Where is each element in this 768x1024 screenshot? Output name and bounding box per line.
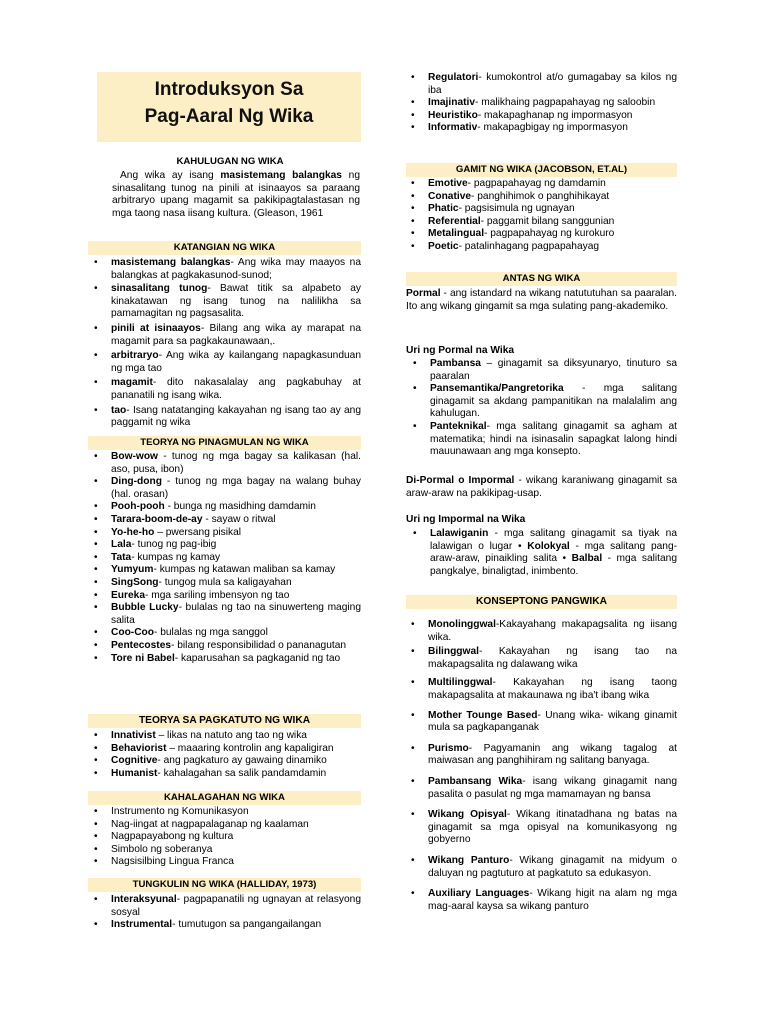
list-item: • masistemang balangkas- Ang wika may maayos na balangkas at pagkakasunod-sunod; [91, 257, 361, 282]
list-item: • Phatic- pagsisimula ng ugnayan [408, 203, 677, 216]
list-item: • Pambansa – ginagamit sa diksyunaryo, tinuturo sa paaralan [410, 358, 677, 383]
konsepto-list [408, 619, 677, 913]
heading-pinagmulan: TEORYA NG PINAGMULAN NG WIKA [88, 436, 361, 450]
tungkulin-list-right [408, 72, 677, 135]
heading-kahulugan: KAHULUGAN NG WIKA [176, 156, 284, 167]
kahulugan-paragraph: Ang wika ay isang masistemang balangkas ng sinasalitang tunog na pinili at isinaayos sa paraang arbitraryo upang magamit sa pakikipagtalastasan ng mga taong nasa iisang kultura. (Gleason, 1961 [112, 170, 360, 219]
list-item: • Mother Tounge Based- Unang wika- wikang ginamit mula sa pagkapanganak [408, 710, 677, 735]
list-item: • Nagsisilbing Lingua Franca [91, 856, 361, 869]
heading-konsepto: KONSEPTONG PANGWIKA [406, 595, 677, 609]
list-item: • SingSong- tungog mula sa kaligayahan [91, 577, 361, 590]
list-item: • Humanist- kahalagahan sa salik pandamdamin [91, 768, 361, 781]
list-item: • Conative- panghihimok o panghihikayat [408, 191, 677, 204]
list-item: • Imajinativ- malikhaing pagpapahayag ng saloobin [408, 97, 677, 110]
list-item: • magamit- dito nakasalalay ang pagkabuhay at pananatili ng isang wika. [91, 377, 361, 402]
list-item: • tao- Isang natatanging kakayahan ng isang tao ay ang paggamit ng wika [91, 405, 361, 430]
list-item: • Lalawiganin - mga salitang ginagamit sa tiyak na lalawigan o lugar • Kolokyal - mga salitang pang-araw-araw, pinaikling salita • Balbal - mga salitang pangkalye, binaligtad, inimbento. [410, 528, 677, 578]
list-item: • Coo-Coo- bulalas ng mga sanggol [91, 627, 361, 640]
list-item: • Poetic- patalinhagang pagpapahayag [408, 241, 677, 254]
list-item: • Pansemantika/Pangretorika - mga salitang ginagamit sa akdang pampanitikan na malalalim ang kahulugan. [410, 383, 677, 421]
pormal-paragraph: Pormal - ang istandard na wikang natututuhan sa paaralan. Ito ang wikang gingamit sa mga sulating pang-akademiko. [406, 288, 677, 312]
list-item: • Referential- paggamit bilang sanggunian [408, 216, 677, 229]
heading-tungkulin: TUNGKULIN NG WIKA (HALLIDAY, 1973) [88, 878, 361, 892]
list-item: • arbitraryo- Ang wika ay kailangang napagkasunduan ng mga tao [91, 350, 361, 375]
list-item: • Yumyum- kumpas ng katawan maliban sa kamay [91, 564, 361, 577]
list-item: • Innativist – likas na natuto ang tao ng wika [91, 730, 361, 743]
heading-antas: ANTAS NG WIKA [406, 272, 677, 286]
list-item: • Emotive- pagpapahayag ng damdamin [408, 178, 677, 191]
kahalagahan-list [91, 806, 361, 869]
list-item: • Auxiliary Languages- Wikang higit na alam ng mga mag-aaral kaysa sa wikang panturo [408, 888, 677, 913]
uri-impormal-heading: Uri ng Impormal na Wika [406, 514, 526, 525]
list-item: • Tore ni Babel- kaparusahan sa pagkaganid ng tao [91, 653, 361, 666]
list-item: • Interaksyunal- pagpapanatili ng ugnayan at relasyong sosyal [91, 894, 361, 919]
list-item: • Ding-dong - tunog ng mga bagay na walang buhay (hal. orasan) [91, 476, 361, 501]
title-line-1: Introduksyon Sa [154, 79, 304, 100]
list-item: • Pooh-pooh - bunga ng masidhing damdamin [91, 501, 361, 514]
list-item: • Multilinggwal- Kakayahan ng isang taong makapagsalita at makaunawa ng iba't ibang wika [408, 677, 677, 702]
list-item: • Bubble Lucky- bulalas ng tao na sinuwerteng maging salita [91, 602, 361, 627]
title-line-2: Pag-Aaral Ng Wika [144, 106, 314, 127]
list-item: • Panteknikal- mga salitang ginagamit sa agham at matematika; hindi na isinasalin sapagkat lalong hindi mauunawaan ang mga konsepto. [410, 421, 677, 459]
list-item: • Tarara-boom-de-ay - sayaw o ritwal [91, 514, 361, 527]
dipormal-paragraph: Di-Pormal o Impormal - wikang karaniwang ginagamit sa araw-araw na pakikipag-usap. [406, 475, 677, 499]
katangian-list [91, 257, 361, 430]
list-item: • Simbolo ng soberanya [91, 844, 361, 857]
list-item: • Heuristiko- makapaghanap ng impormasyon [408, 110, 677, 123]
heading-gamit: GAMIT NG WIKA (JACOBSON, ET.AL) [406, 163, 677, 177]
list-item: • Metalingual- pagpapahayag ng kurokuro [408, 228, 677, 241]
list-item: • sinasalitang tunog- Bawat titik sa alpabeto ay kinakatawan ng isang tunog na nalilikha sa pamamagitan ng pagsasalita. [91, 283, 361, 321]
list-item: • Pentecostes- bilang responsibilidad o pananagutan [91, 640, 361, 653]
list-item: • Lala- tunog ng pag-ibig [91, 539, 361, 552]
list-item: • Yo-he-ho – pwersang pisikal [91, 527, 361, 540]
heading-kahalagahan: KAHALAGAHAN NG WIKA [88, 791, 361, 805]
list-item: • Nagpapayabong ng kultura [91, 831, 361, 844]
pinagmulan-list [91, 451, 361, 665]
list-item: • pinili at isinaayos- Bilang ang wika ay marapat na magamit para sa pagkakaunawaan,. [91, 323, 361, 348]
heading-pagkatuto: TEORYA SA PAGKATUTO NG WIKA [88, 714, 361, 728]
list-item: • Bilinggwal- Kakayahan ng isang tao na makapagsalita ng dalawang wika [408, 646, 677, 671]
list-item: • Informativ- makapagbigay ng impormasyon [408, 122, 677, 135]
list-item: • Wikang Panturo- Wikang ginagamit na midyum o daluyan ng pagtuturo at pagkatuto sa edukasyon. [408, 855, 677, 880]
list-item: • Regulatori- kumokontrol at/o gumagabay sa kilos ng iba [408, 72, 677, 97]
list-item: • Behaviorist – maaaring kontrolin ang kapaligiran [91, 743, 361, 756]
gamit-list [408, 178, 677, 254]
list-item: • Instrumental- tumutugon sa pangangailangan [91, 919, 361, 932]
list-item: • Tata- kumpas ng kamay [91, 552, 361, 565]
list-item: • Instrumento ng Komunikasyon [91, 806, 361, 819]
pormal-list [410, 358, 677, 459]
list-item: • Wikang Opisyal- Wikang itinatadhana ng batas na ginagamit sa mga opisyal na komunikasyong ng gobyerno [408, 809, 677, 847]
list-item: • Eureka- mga sariling imbensyon ng tao [91, 590, 361, 603]
document-title [97, 72, 361, 142]
impormal-list [410, 528, 677, 578]
list-item: • Pambansang Wika- isang wikang ginagamit nang pasalita o pasulat ng mga mamamayan ng bansa [408, 776, 677, 801]
heading-katangian: KATANGIAN NG WIKA [88, 241, 361, 255]
list-item: • Monolinggwal-Kakayahang makapagsalita ng iisang wika. [408, 619, 677, 644]
list-item: • Purismo- Pagyamanin ang wikang tagalog at maiwasan ang panghihiram ng salitang banyaga. [408, 743, 677, 768]
list-item: • Bow-wow - tunog ng mga bagay sa kalikasan (hal. aso, pusa, ibon) [91, 451, 361, 476]
uri-pormal-heading: Uri ng Pormal na Wika [406, 345, 515, 356]
pagkatuto-list [91, 730, 361, 780]
tungkulin-list-left [91, 894, 361, 932]
list-item: • Cognitive- ang pagkaturo ay gawaing dinamiko [91, 755, 361, 768]
list-item: • Nag-iingat at nagpapalaganap ng kaalaman [91, 819, 361, 832]
